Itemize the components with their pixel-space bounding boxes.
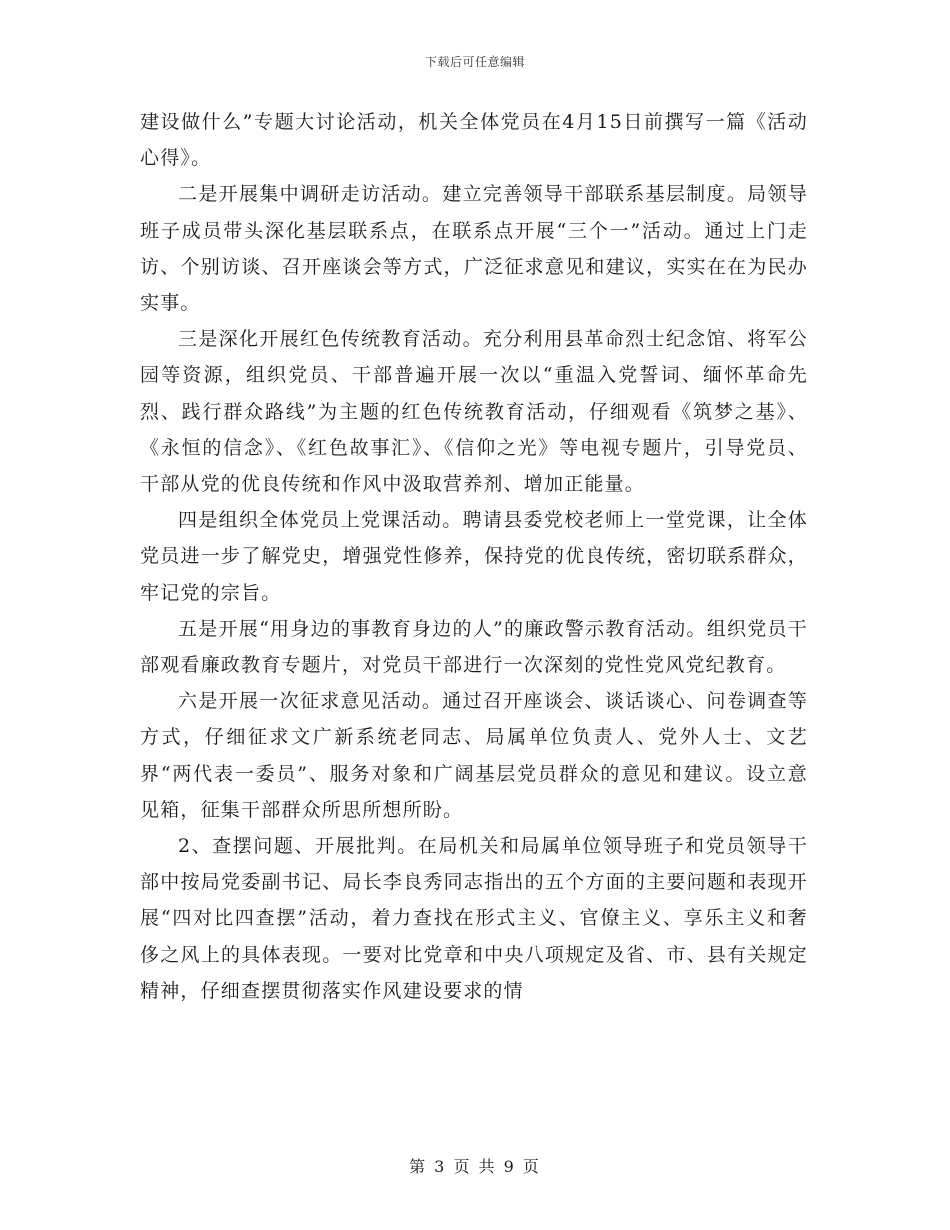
paragraph-red-tradition-education: 三是深化开展红色传统教育活动。充分利用县革命烈士纪念馆、将军公园等资源，组织党员、干部普遍开展一次以“重温入党誓词、缅怀革命先烈、践行群众路线”为主题的红色传统教育活动，仔细观看《筑梦之基》、《永恒的信念》、《红色故事汇》、《信仰之光》等电视专题片，引导党员、干部从党的优良传统和作风中汲取营养剂、增加正能量。 (140, 328, 808, 496)
paragraph-problem-review: 2、查摆问题、开展批判。在局机关和局属单位领导班子和党员领导干部中按局党委副书记、局长李良秀同志指出的五个方面的主要问题和表现开展“四对比四查摆”活动，着力查找在形式主义、官僚主义、享乐主义和奢侈之风上的具体表现。一要对比党章和中央八项规定及省、市、县有关规定精神，仔细查摆贯彻落实作风建设要求的情 (140, 835, 808, 1002)
paragraph-continuation: 建设做什么”专题大讨论活动，机关全体党员在4月15日前撰写一篇《活动心得》。 (140, 111, 808, 170)
paragraph-integrity-education: 五是开展“用身边的事教育身边的人”的廉政警示教育活动。组织党员干部观看廉政教育专题片，对党员干部进行一次深刻的党性党风党纪教育。 (140, 617, 808, 677)
paragraph-party-lecture: 四是组织全体党员上党课活动。聘请县委党校老师上一堂党课，让全体党员进一步了解党史，增强党性修养，保持党的优良传统，密切联系群众，牢记党的宗旨。 (140, 509, 808, 604)
paragraph-survey-visits: 二是开展集中调研走访活动。建立完善领导干部联系基层制度。局领导班子成员带头深化基层联系点，在联系点开展“三个一”活动。通过上门走访、个别访谈、召开座谈会等方式，广泛征求意见和建议，实实在在为民办实事。 (140, 183, 808, 315)
document-body (140, 104, 808, 1009)
page-header: 下载后可任意编辑 (424, 55, 525, 69)
paragraph-opinion-solicitation: 六是开展一次征求意见活动。通过召开座谈会、谈话谈心、问卷调查等方式，仔细征求文广新系统老同志、局属单位负责人、党外人士、文艺界“两代表一委员”、服务对象和广阔基层党员群众的意见和建议。设立意见箱，征集干部群众所思所想所盼。 (140, 690, 808, 821)
page-number-footer: 第 3 页 共 9 页 (409, 1157, 541, 1176)
